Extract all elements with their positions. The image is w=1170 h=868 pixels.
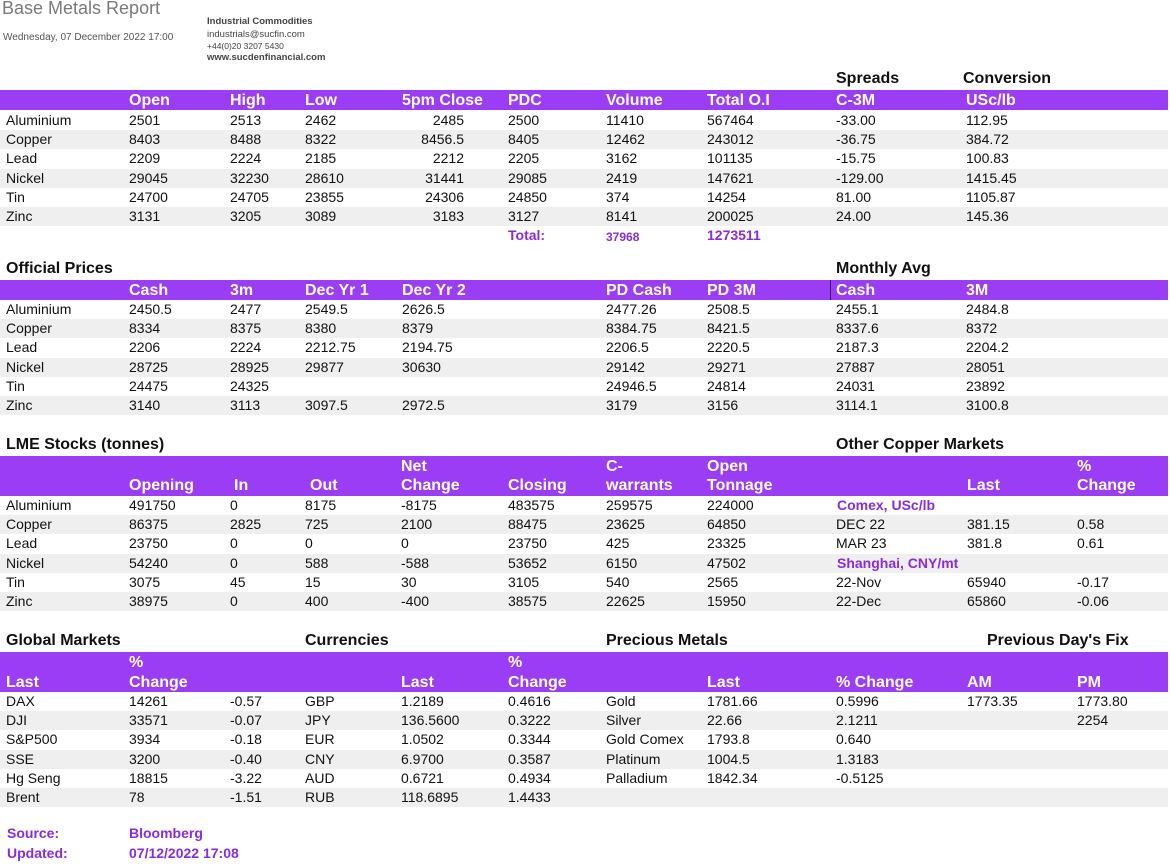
table-cell: 6150	[606, 554, 638, 571]
table-cell: 2501	[129, 112, 161, 128]
table-cell: 3183	[432, 208, 464, 224]
table-cell: 24306	[425, 188, 464, 205]
table-cell: 8372	[966, 320, 998, 337]
table-cell: 3205	[230, 208, 262, 224]
table-cell: 54240	[129, 554, 168, 571]
table-cell: 2484.8	[966, 301, 1009, 317]
table-cell: -0.40	[230, 750, 262, 767]
table-cell: 0.6721	[401, 769, 444, 786]
table-cell: 22625	[606, 593, 645, 609]
table-cell: -0.07	[230, 712, 262, 729]
table-cell: 1105.87	[966, 188, 1016, 205]
table-cell: 8334	[129, 320, 161, 337]
table-cell: 2212.75	[305, 339, 356, 356]
table-cell: 29271	[707, 358, 746, 375]
monthly-avg-title: Monthly Avg	[836, 260, 931, 277]
table-cell: 1.0502	[401, 731, 444, 748]
table-cell: 24946.5	[606, 377, 657, 394]
index-name: Hg Seng	[6, 769, 61, 786]
col-last: Last	[707, 674, 740, 691]
contract-name: DEC 22	[836, 516, 886, 533]
contract-last: 381.8	[967, 535, 1003, 552]
metal-name: Silver	[606, 712, 642, 729]
table-row	[0, 750, 1168, 769]
table-cell: 6.9700	[401, 750, 444, 767]
table-cell: 24814	[707, 377, 746, 394]
table-cell: 2450.5	[129, 301, 172, 317]
table-cell: 3105	[508, 573, 540, 590]
col-open-tonnage: Tonnage	[707, 477, 773, 494]
table-cell: 147621	[707, 169, 754, 186]
table-cell: 3100.8	[966, 397, 1009, 413]
table-cell: 23625	[606, 516, 645, 533]
company-website[interactable]: www.sucdenfinancial.com	[207, 52, 326, 63]
official-col-header: PD Cash	[606, 282, 672, 299]
table-cell: 15	[305, 573, 321, 590]
official-col-header: Cash	[129, 282, 169, 299]
col-pm: PM	[1077, 674, 1101, 691]
table-cell: 86375	[129, 516, 168, 533]
table-cell: 118.6895	[401, 789, 459, 805]
currency-name: RUB	[305, 789, 335, 805]
official-prices-title: Official Prices	[6, 260, 113, 277]
metal-name: Palladium	[606, 769, 668, 786]
table-cell: 29085	[508, 169, 547, 186]
table-cell: -588	[401, 554, 430, 571]
metal-name: Zinc	[6, 397, 33, 413]
table-cell: 18815	[129, 769, 168, 786]
table-cell: 3127	[508, 208, 540, 224]
table-cell: 22.66	[707, 712, 743, 729]
spreads-label: Spreads	[836, 70, 900, 87]
table-cell: 11410	[606, 112, 644, 128]
table-cell: 3114.1	[836, 397, 878, 413]
table-cell: 2626.5	[402, 301, 445, 317]
table-cell: 14254	[707, 188, 746, 205]
contract-change: -0.17	[1077, 573, 1109, 590]
table-cell: 29045	[129, 169, 168, 186]
table-cell: 0	[230, 593, 238, 609]
table-cell: 64850	[707, 516, 746, 533]
col-out: Out	[310, 477, 338, 494]
table-cell: 2485	[432, 112, 464, 128]
table-cell: -0.18	[230, 731, 262, 748]
table-cell: 81.00	[836, 188, 872, 205]
index-name: DJI	[6, 712, 27, 729]
table-cell: 0.3344	[508, 731, 551, 748]
table-cell: 3097.5	[305, 397, 348, 413]
table-cell: 8488	[230, 131, 262, 148]
table-row	[0, 711, 1168, 730]
currency-name: GBP	[305, 693, 335, 709]
table-cell: 2500	[508, 112, 540, 128]
official-header-bar	[0, 280, 1168, 300]
table-cell: 3156	[707, 397, 739, 413]
table-cell: 2825	[230, 516, 262, 533]
official-col-header: Cash	[836, 282, 876, 299]
table-cell: 8405	[508, 131, 540, 148]
official-col-header: 3M	[966, 282, 989, 299]
table-cell: 3162	[606, 150, 638, 167]
index-name: S&P500	[6, 731, 58, 748]
metal-name: Copper	[6, 131, 52, 148]
table-cell: 8384.75	[606, 320, 657, 337]
col-c-warrants: warrants	[606, 477, 673, 494]
table-cell: 2.1211	[836, 712, 878, 729]
currencies-title: Currencies	[305, 632, 389, 649]
metal-name: Aluminium	[6, 112, 72, 128]
table-cell: 224000	[707, 497, 754, 513]
table-cell: 3075	[129, 573, 161, 590]
table-cell: 29877	[305, 358, 344, 375]
total-volume: 37968	[606, 230, 640, 244]
table-cell: 1.3183	[836, 750, 879, 767]
table-cell: 2477.26	[606, 301, 657, 317]
col-am: AM	[967, 674, 992, 691]
col-pct: %	[508, 654, 523, 671]
contact-email[interactable]: industrials@sucfin.com	[207, 29, 305, 40]
official-col-header: Dec Yr 1	[305, 282, 369, 299]
lme-col-header: C-3M	[836, 92, 876, 109]
table-cell: 0.4934	[508, 769, 551, 786]
table-cell: 38575	[508, 593, 547, 609]
table-cell: 1842.34	[707, 769, 758, 786]
metal-name: Lead	[6, 535, 38, 552]
table-cell: -0.57	[230, 693, 262, 709]
table-cell: -33.00	[836, 112, 876, 128]
table-cell: 384.72	[966, 131, 1009, 148]
company-name: Industrial Commodities	[207, 16, 313, 27]
table-cell: 2565	[707, 573, 739, 590]
index-name: SSE	[6, 750, 35, 767]
table-cell: 28051	[966, 358, 1005, 375]
table-cell: 2100	[401, 516, 433, 533]
table-cell: 8456.5	[421, 131, 464, 148]
metal-name: Zinc	[6, 593, 33, 609]
table-cell: 27887	[836, 358, 875, 375]
metal-name: Gold	[606, 693, 636, 709]
table-cell: -8175	[401, 497, 437, 513]
table-cell: -15.75	[836, 150, 876, 167]
currency-name: CNY	[305, 750, 335, 767]
table-cell: 23855	[305, 188, 344, 205]
metal-name: Copper	[6, 320, 52, 337]
table-cell: 2206	[129, 339, 161, 356]
report-date: Wednesday, 07 December 2022 17:00	[3, 32, 174, 43]
contact-phone: +44(0)20 3207 5430	[207, 41, 284, 51]
table-cell: 483575	[508, 497, 555, 513]
table-cell: 243012	[707, 131, 754, 148]
table-cell: 2204.2	[966, 339, 1009, 356]
table-cell: 24031	[836, 377, 875, 394]
table-cell: 725	[305, 516, 329, 533]
metal-name: Copper	[6, 516, 52, 533]
updated-value: 07/12/2022 17:08	[129, 845, 239, 861]
table-row	[0, 788, 1168, 807]
table-cell: 24325	[230, 377, 269, 394]
table-cell: 3200	[129, 750, 161, 767]
lme-col-header: Open	[129, 92, 170, 109]
table-cell: 1773.35	[967, 693, 1018, 709]
official-col-header: 3m	[230, 282, 254, 299]
table-cell: 374	[606, 188, 630, 205]
total-label: Total:	[508, 227, 546, 243]
table-cell: 145.36	[966, 208, 1009, 224]
col-last: Last	[6, 674, 39, 691]
official-col-header: Dec Yr 2	[402, 282, 466, 299]
official-col-header: PD 3M	[707, 282, 756, 299]
table-cell: 3179	[606, 397, 638, 413]
metal-name: Tin	[6, 573, 25, 590]
contract-name: 22-Dec	[836, 593, 882, 609]
table-cell: 2419	[606, 169, 638, 186]
table-cell: 30630	[402, 358, 441, 375]
table-cell: 8322	[305, 131, 337, 148]
contract-change: -0.06	[1077, 593, 1109, 609]
global-markets-title: Global Markets	[6, 632, 121, 649]
col-net-change: Change	[401, 477, 460, 494]
table-cell: 491750	[129, 497, 176, 513]
table-cell: -0.5125	[836, 769, 884, 786]
col-pct-change: %	[1077, 458, 1092, 475]
index-name: DAX	[6, 693, 35, 709]
table-cell: 0.3222	[508, 712, 551, 729]
table-cell: 32230	[230, 169, 269, 186]
contract-name: MAR 23	[836, 535, 887, 552]
previous-fix-title: Previous Day's Fix	[987, 632, 1129, 649]
table-cell: 3131	[129, 208, 161, 224]
report-title: Base Metals Report	[2, 0, 161, 18]
col-net-change: Net	[401, 458, 427, 475]
table-cell: 2224	[230, 150, 262, 167]
table-cell: 2220.5	[707, 339, 750, 356]
table-cell: 0	[230, 554, 238, 571]
contract-change: 0.58	[1077, 516, 1105, 533]
col-last: Last	[967, 477, 1000, 494]
table-cell: 400	[305, 593, 329, 609]
table-cell: 425	[606, 535, 630, 552]
table-cell: 0	[305, 535, 313, 552]
col-c-warrants: C-	[606, 458, 623, 475]
table-cell: 0	[230, 497, 238, 513]
table-cell: 1004.5	[707, 750, 750, 767]
table-cell: 1415.45	[966, 169, 1017, 186]
col-in: In	[234, 477, 249, 494]
market-subheading: Shanghai, CNY/mt	[837, 554, 959, 571]
contract-last: 65940	[967, 573, 1006, 590]
contract-name: 22-Nov	[836, 573, 882, 590]
table-cell: 88475	[508, 516, 547, 533]
metal-name: Aluminium	[6, 497, 72, 513]
table-cell: 31441	[425, 169, 464, 186]
table-row	[0, 554, 1168, 573]
lme-col-header: PDC	[508, 92, 542, 109]
table-cell: 1793.8	[707, 731, 750, 748]
col-last: Last	[401, 674, 434, 691]
table-cell: 8421.5	[707, 320, 750, 337]
table-cell: 2508.5	[707, 301, 750, 317]
table-cell: 15950	[707, 593, 746, 609]
table-cell: 1773.80	[1077, 693, 1128, 709]
other-copper-title: Other Copper Markets	[836, 436, 1005, 453]
table-cell: 540	[606, 573, 630, 590]
contract-change: 0.61	[1077, 535, 1105, 552]
table-cell: 28610	[305, 169, 344, 186]
table-cell: 2206.5	[606, 339, 649, 356]
metal-name: Gold Comex	[606, 731, 684, 748]
metal-name: Tin	[6, 188, 25, 205]
table-cell: 3140	[129, 397, 161, 413]
metal-name: Zinc	[6, 208, 33, 224]
table-cell: 259575	[606, 497, 653, 513]
table-cell: 0.640	[836, 731, 872, 748]
table-cell: 8175	[305, 497, 337, 513]
table-cell: -3.22	[230, 769, 262, 786]
table-cell: 33571	[129, 712, 168, 729]
table-cell: 200025	[707, 208, 754, 224]
currency-name: JPY	[305, 712, 331, 729]
lme-col-header: USc/lb	[966, 92, 1016, 109]
metal-name: Nickel	[6, 358, 45, 375]
table-cell: -1.51	[230, 789, 262, 805]
table-cell: 2212	[432, 150, 464, 167]
table-cell: 24700	[129, 188, 168, 205]
table-cell: 136.5600	[401, 712, 460, 729]
lme-col-header: 5pm Close	[402, 92, 483, 109]
table-cell: 2185	[305, 150, 337, 167]
col-open-tonnage: Open	[707, 458, 748, 475]
table-cell: -129.00	[836, 169, 884, 186]
table-cell: 3089	[305, 208, 337, 224]
table-cell: 2205	[508, 150, 540, 167]
table-cell: 12462	[606, 131, 645, 148]
currency-name: EUR	[305, 731, 335, 748]
table-cell: -400	[401, 593, 430, 609]
metal-name: Aluminium	[6, 301, 72, 317]
table-cell: 1.2189	[401, 693, 444, 709]
table-cell: 24475	[129, 377, 168, 394]
table-cell: 23750	[129, 535, 168, 552]
col-change: Change	[129, 674, 188, 691]
table-cell: 588	[305, 554, 329, 571]
table-cell: 8380	[305, 320, 337, 337]
col-pct-change: Change	[1077, 477, 1136, 494]
table-cell: 28925	[230, 358, 269, 375]
market-subheading: Comex, USc/lb	[837, 497, 936, 513]
contract-last: 65860	[967, 593, 1006, 609]
conversion-label: Conversion	[963, 70, 1052, 87]
table-cell: 0.4616	[508, 693, 551, 709]
table-cell: 2455.1	[836, 301, 879, 317]
table-cell: 23892	[966, 377, 1005, 394]
table-cell: 0	[401, 535, 409, 552]
table-cell: 2477	[230, 301, 262, 317]
table-cell: 0	[230, 535, 238, 552]
metal-name: Nickel	[6, 554, 45, 571]
table-cell: 47502	[707, 554, 746, 571]
metal-name: Tin	[6, 377, 25, 394]
table-cell: 8403	[129, 131, 161, 148]
table-cell: 29142	[606, 358, 645, 375]
table-cell: 2224	[230, 339, 262, 356]
table-cell: 2194.75	[402, 339, 453, 356]
metal-name: Platinum	[606, 750, 661, 767]
table-cell: 14261	[129, 693, 168, 709]
table-cell: 38975	[129, 593, 168, 609]
lme-col-header: High	[230, 92, 266, 109]
table-cell: 112.95	[966, 112, 1008, 128]
table-cell: 101135	[707, 150, 753, 167]
table-cell: 28725	[129, 358, 168, 375]
table-cell: 1.4433	[508, 789, 551, 805]
table-cell: 3113	[230, 397, 261, 413]
currency-name: AUD	[305, 769, 335, 786]
table-cell: 8375	[230, 320, 262, 337]
col-opening: Opening	[129, 477, 194, 494]
table-cell: 8141	[606, 208, 638, 224]
table-cell: 23750	[508, 535, 547, 552]
table-cell: 2187.3	[836, 339, 879, 356]
contract-last: 381.15	[967, 516, 1010, 533]
col-change: Change	[508, 674, 567, 691]
updated-label: Updated:	[7, 845, 68, 861]
table-cell: 2254	[1077, 712, 1109, 729]
table-cell: 0.5996	[836, 693, 879, 709]
metal-name: Nickel	[6, 169, 45, 186]
table-cell: 1781.66	[707, 693, 758, 709]
table-cell: 24705	[230, 188, 269, 205]
table-cell: 53652	[508, 554, 547, 571]
table-cell: 30	[401, 573, 417, 590]
table-cell: 23325	[707, 535, 746, 552]
table-cell: 2209	[129, 150, 161, 167]
total-oi: 1273511	[707, 227, 761, 243]
index-name: Brent	[6, 789, 40, 805]
table-cell: 2972.5	[402, 397, 445, 413]
table-cell: 45	[230, 573, 246, 590]
table-cell: 2513	[230, 112, 262, 128]
header-divider	[830, 280, 831, 300]
table-cell: 8379	[402, 320, 434, 337]
table-cell: 2549.5	[305, 301, 348, 317]
col-pct: %	[129, 654, 144, 671]
table-cell: 78	[129, 789, 145, 805]
col-pct-change: % Change	[836, 674, 914, 691]
source-value: Bloomberg	[129, 825, 203, 841]
table-cell: 567464	[707, 112, 754, 128]
metal-name: Lead	[6, 150, 38, 167]
table-cell: 24.00	[836, 208, 872, 224]
lme-stocks-title: LME Stocks (tonnes)	[6, 436, 165, 453]
col-closing: Closing	[508, 477, 567, 494]
lme-col-header: Low	[305, 92, 337, 109]
table-row	[0, 730, 1168, 749]
table-cell: 24850	[508, 188, 547, 205]
table-cell: -36.75	[836, 131, 876, 148]
table-cell: 100.83	[966, 150, 1009, 167]
table-cell: 0.3587	[508, 750, 551, 767]
table-cell: 3934	[129, 731, 161, 748]
metal-name: Lead	[6, 339, 38, 356]
table-cell: 2462	[305, 112, 337, 128]
precious-metals-title: Precious Metals	[606, 632, 728, 649]
table-row	[0, 769, 1168, 788]
table-cell: 8337.6	[836, 320, 879, 337]
lme-col-header: Total O.I	[707, 92, 770, 109]
lme-col-header: Volume	[606, 92, 663, 109]
source-label: Source:	[7, 825, 60, 841]
